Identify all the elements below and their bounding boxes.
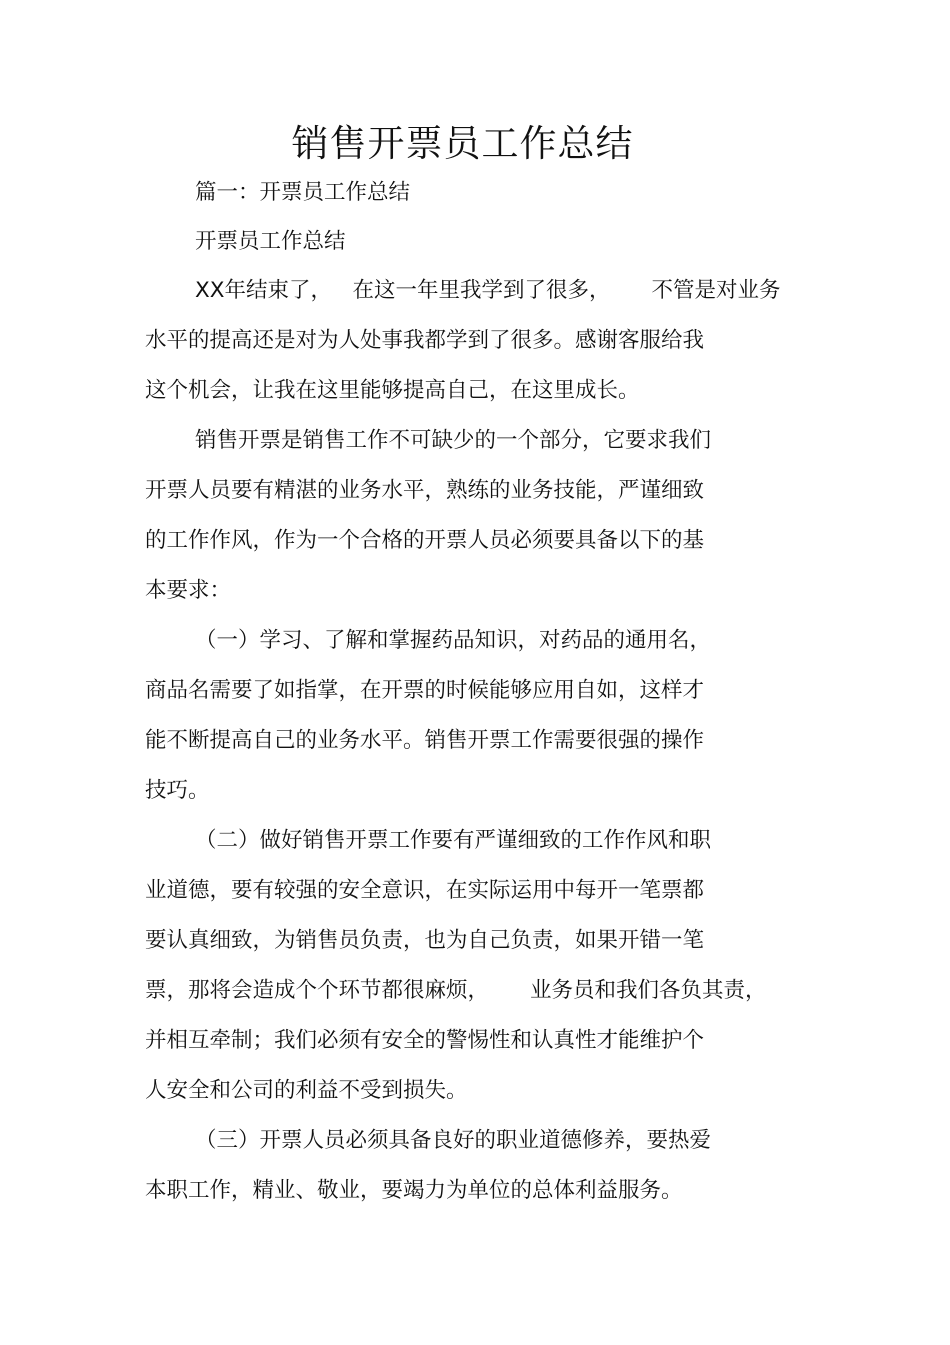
paragraph-line: 人安全和公司的利益不受到损失。	[145, 1078, 468, 1103]
paragraph-line: 能不断提高自己的业务水平。销售开票工作需要很强的操作	[145, 728, 705, 753]
section-heading: 篇一：开票员工作总结	[195, 180, 411, 205]
paragraph-line: 要认真细致，为销售员负责，也为自己负责，如果开错一笔	[145, 928, 705, 953]
paragraph-line: 并相互牵制；我们必须有安全的警惕性和认真性才能维护个	[145, 1028, 705, 1053]
paragraph-line: 水平的提高还是对为人处事我都学到了很多。感谢客服给我	[145, 328, 705, 353]
paragraph-line: 商品名需要了如指掌，在开票的时候能够应用自如，这样才	[145, 678, 705, 703]
paragraph-line: （三）开票人员必须具备良好的职业道德修养，要热爱	[195, 1128, 712, 1153]
paragraph-line: 业道德，要有较强的安全意识，在实际运用中每开一笔票都	[145, 878, 705, 903]
paragraph-line: 的工作作风，作为一个合格的开票人员必须要具备以下的基	[145, 528, 705, 553]
paragraph-line: 本职工作，精业、敬业，要竭力为单位的总体利益服务。	[145, 1178, 683, 1203]
paragraph-line: 开票人员要有精湛的业务水平，熟练的业务技能，严谨细致	[145, 478, 705, 503]
paragraph-line: 本要求：	[145, 578, 232, 603]
subheading: 开票员工作总结	[195, 229, 346, 254]
paragraph-line: （二）做好销售开票工作要有严谨细致的工作作风和职	[195, 828, 712, 853]
document-title: 销售开票员工作总结	[291, 122, 634, 165]
paragraph-line: 这个机会，让我在这里能够提高自己，在这里成长。	[145, 378, 640, 403]
paragraph-line: 销售开票是销售工作不可缺少的一个部分，它要求我们	[195, 428, 712, 453]
paragraph-line: 票，那将会造成个个环节都很麻烦， 业务员和我们各负其责，	[145, 978, 767, 1003]
paragraph-line: （一）学习、了解和掌握药品知识，对药品的通用名，	[195, 628, 712, 653]
paragraph-line: 技巧。	[145, 778, 210, 803]
paragraph-line: XX年结束了， 在这一年里我学到了很多， 不管是对业务	[195, 278, 781, 303]
